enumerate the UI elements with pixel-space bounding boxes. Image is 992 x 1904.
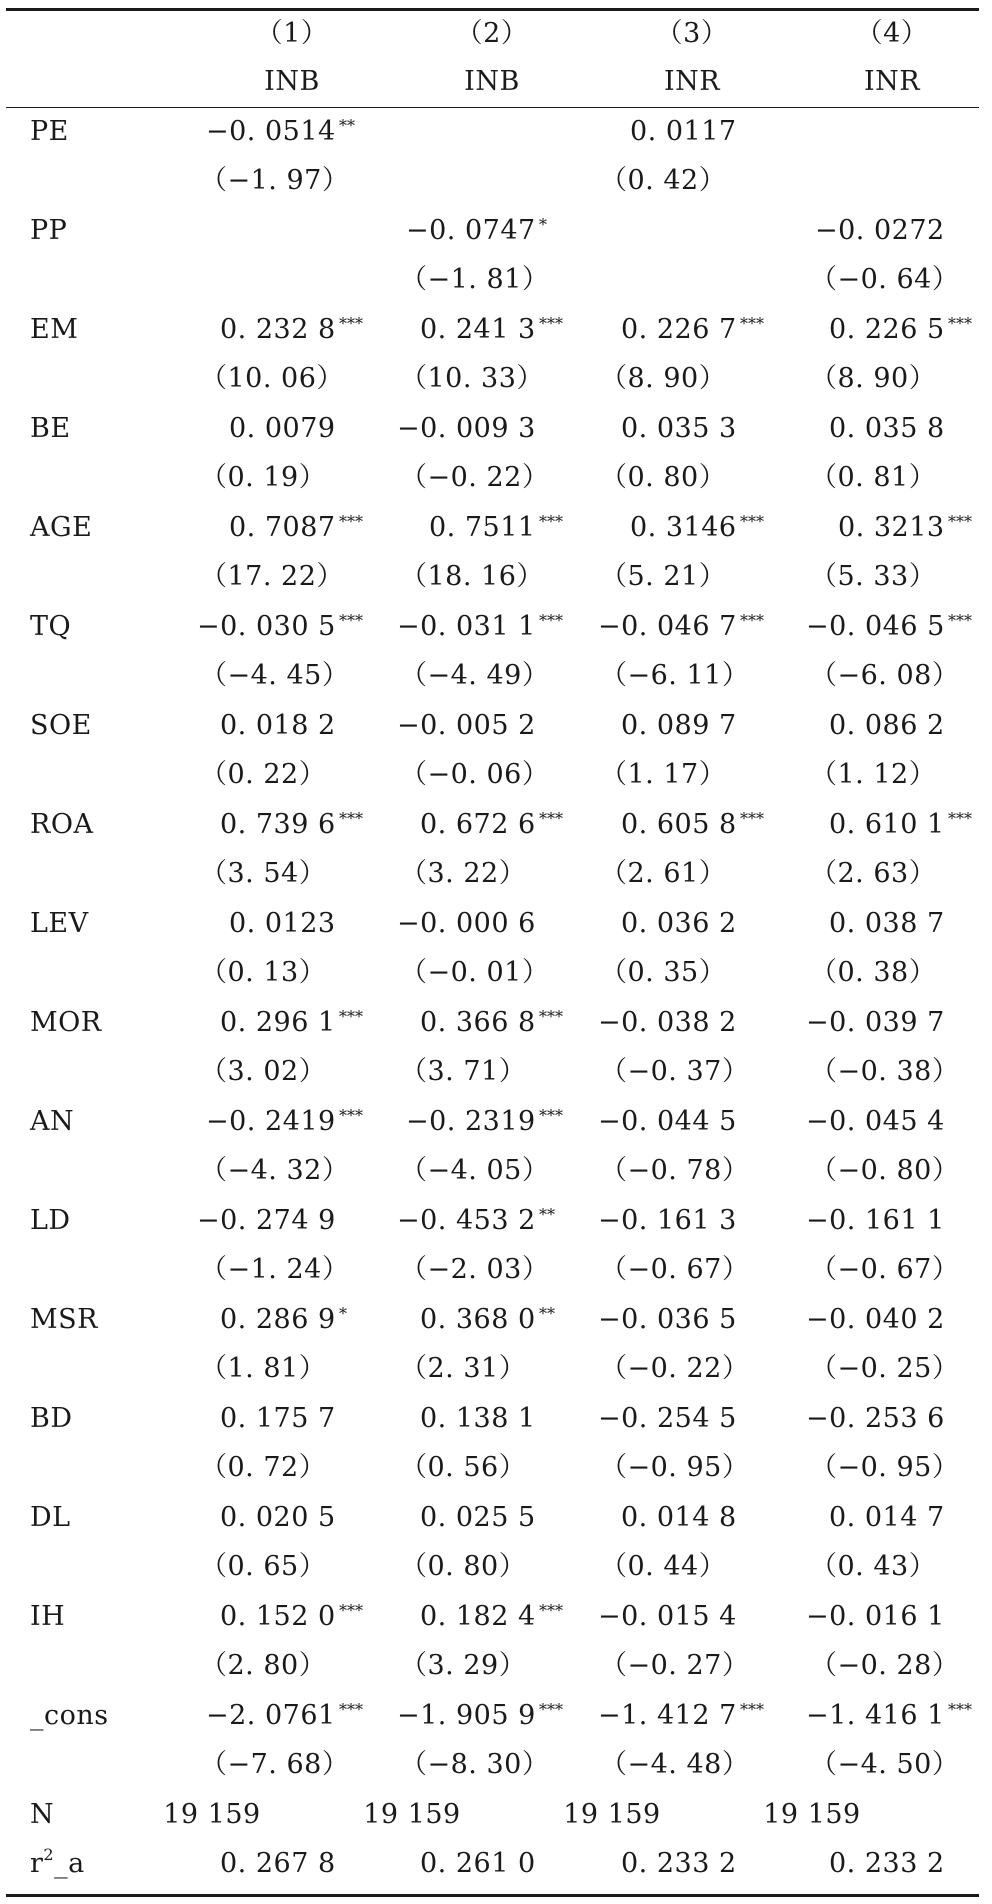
coefficient: −0. 046 5 (806, 611, 945, 642)
significance-stars: *** (539, 611, 563, 630)
t-statistic: （−0. 22） (600, 1353, 750, 1384)
adjusted-r-squared: 0. 233 2 (829, 1848, 945, 1879)
significance-stars: *** (740, 611, 764, 630)
t-statistic: （0. 44） (600, 1551, 727, 1582)
row-label: MOR (30, 1007, 102, 1038)
t-statistic: （0. 65） (200, 1551, 327, 1582)
column-number: （2） (455, 18, 529, 49)
t-statistic: （−0. 28） (810, 1650, 960, 1681)
t-statistic: （−1. 97） (200, 165, 350, 196)
coefficient: 0. 035 3 (621, 413, 737, 444)
coefficient: −0. 009 3 (397, 413, 536, 444)
coefficient: −0. 030 5 (197, 611, 336, 642)
adjusted-r-squared: 0. 261 0 (420, 1848, 536, 1879)
row-label: BE (30, 413, 71, 444)
significance-stars: *** (740, 314, 764, 333)
row-label: AGE (30, 512, 93, 543)
coefficient: −0. 0272 (815, 215, 945, 246)
t-statistic: （0. 81） (810, 462, 937, 493)
coefficient: −0. 040 2 (806, 1304, 945, 1335)
coefficient: 0. 014 7 (829, 1502, 945, 1533)
r2-label-base: r (30, 1848, 44, 1879)
table-bottom-rule (6, 1894, 979, 1897)
significance-stars: *** (539, 512, 563, 531)
t-statistic: （0. 35） (600, 957, 727, 988)
row-label: PP (30, 215, 68, 246)
significance-stars: *** (339, 1700, 363, 1719)
t-statistic: （−1. 24） (200, 1254, 350, 1285)
observation-count: 19 159 (163, 1799, 261, 1830)
t-statistic: （3. 22） (400, 858, 527, 889)
row-label: IH (30, 1601, 66, 1632)
coefficient: −0. 039 7 (806, 1007, 945, 1038)
t-statistic: （1. 81） (200, 1353, 327, 1384)
coefficient: 0. 175 7 (220, 1403, 336, 1434)
t-statistic: （−6. 08） (810, 660, 960, 691)
significance-stars: *** (339, 1007, 363, 1026)
coefficient: 0. 038 7 (829, 908, 945, 939)
coefficient: −0. 0514 (206, 116, 336, 147)
coefficient: −0. 254 5 (598, 1403, 737, 1434)
significance-stars: *** (339, 512, 363, 531)
coefficient: −0. 046 7 (598, 611, 737, 642)
t-statistic: （−0. 22） (400, 462, 550, 493)
r2-label (30, 1845, 85, 1880)
t-statistic: （0. 13） (200, 957, 327, 988)
coefficient: 0. 086 2 (829, 710, 945, 741)
significance-stars: *** (539, 1106, 563, 1125)
t-statistic: （−0. 37） (600, 1056, 750, 1087)
significance-stars: *** (339, 314, 363, 333)
significance-stars: * (339, 1304, 347, 1323)
significance-stars: *** (740, 512, 764, 531)
coefficient: −2. 0761 (206, 1700, 336, 1731)
significance-stars: *** (948, 314, 972, 333)
row-label: BD (30, 1403, 73, 1434)
observation-count: 19 159 (563, 1799, 661, 1830)
t-statistic: （1. 12） (810, 759, 937, 790)
t-statistic: （17. 22） (200, 561, 344, 592)
coefficient: 0. 025 5 (420, 1502, 536, 1533)
coefficient: 0. 3146 (630, 512, 737, 543)
t-statistic: （−4. 05） (400, 1155, 550, 1186)
t-statistic: （0. 80） (400, 1551, 527, 1582)
coefficient: −0. 031 1 (397, 611, 536, 642)
significance-stars: *** (948, 512, 972, 531)
coefficient: 0. 089 7 (621, 710, 737, 741)
coefficient: 0. 0079 (229, 413, 336, 444)
significance-stars: *** (339, 809, 363, 828)
column-number: （3） (655, 18, 729, 49)
t-statistic: （3. 02） (200, 1056, 327, 1087)
coefficient: −0. 161 1 (806, 1205, 945, 1236)
t-statistic: （0. 43） (810, 1551, 937, 1582)
coefficient: −0. 005 2 (397, 710, 536, 741)
t-statistic: （−4. 49） (400, 660, 550, 691)
t-statistic: （−0. 78） (600, 1155, 750, 1186)
t-statistic: （2. 63） (810, 858, 937, 889)
significance-stars: *** (740, 809, 764, 828)
significance-stars: *** (339, 1106, 363, 1125)
coefficient: 0. 3213 (838, 512, 945, 543)
column-number: （1） (255, 18, 329, 49)
coefficient: 0. 232 8 (220, 314, 336, 345)
coefficient: 0. 610 1 (829, 809, 945, 840)
significance-stars: *** (539, 1601, 563, 1620)
coefficient: −1. 412 7 (598, 1700, 737, 1731)
coefficient: 0. 7511 (429, 512, 536, 543)
coefficient: −0. 016 1 (806, 1601, 945, 1632)
observation-count: 19 159 (363, 1799, 461, 1830)
significance-stars: *** (539, 1700, 563, 1719)
significance-stars: ** (339, 116, 355, 135)
t-statistic: （−1. 81） (400, 264, 550, 295)
t-statistic: （−4. 45） (200, 660, 350, 691)
coefficient: −0. 2419 (206, 1106, 336, 1137)
t-statistic: （2. 80） (200, 1650, 327, 1681)
coefficient: 0. 605 8 (621, 809, 737, 840)
column-dependent-variable: INR (663, 66, 721, 97)
t-statistic: （−7. 68） (200, 1749, 350, 1780)
row-label: LEV (30, 908, 89, 939)
t-statistic: （−0. 06） (400, 759, 550, 790)
coefficient: 0. 226 5 (829, 314, 945, 345)
t-statistic: （1. 17） (600, 759, 727, 790)
r2-label-suffix: _a (54, 1848, 85, 1879)
row-label: LD (30, 1205, 71, 1236)
significance-stars: *** (339, 611, 363, 630)
significance-stars: *** (948, 611, 972, 630)
t-statistic: （−8. 30） (400, 1749, 550, 1780)
coefficient: 0. 296 1 (220, 1007, 336, 1038)
coefficient: −0. 015 4 (598, 1601, 737, 1632)
table-top-rule (6, 8, 979, 11)
coefficient: 0. 366 8 (420, 1007, 536, 1038)
n-label: N (30, 1799, 55, 1830)
significance-stars: ** (539, 1205, 555, 1224)
t-statistic: （0. 72） (200, 1452, 327, 1483)
adjusted-r-squared: 0. 267 8 (220, 1848, 336, 1879)
row-label: PE (30, 116, 69, 147)
coefficient: 0. 020 5 (220, 1502, 336, 1533)
row-label: SOE (30, 710, 92, 741)
t-statistic: （0. 22） (200, 759, 327, 790)
coefficient: −0. 253 6 (806, 1403, 945, 1434)
adjusted-r-squared: 0. 233 2 (621, 1848, 737, 1879)
significance-stars: *** (339, 1601, 363, 1620)
coefficient: −0. 036 5 (598, 1304, 737, 1335)
coefficient: −0. 038 2 (598, 1007, 737, 1038)
coefficient: −0. 000 6 (397, 908, 536, 939)
coefficient: 0. 035 8 (829, 413, 945, 444)
t-statistic: （−6. 11） (600, 660, 750, 691)
t-statistic: （−0. 25） (810, 1353, 960, 1384)
coefficient: 0. 7087 (229, 512, 336, 543)
coefficient: 0. 036 2 (621, 908, 737, 939)
t-statistic: （−0. 95） (600, 1452, 750, 1483)
t-statistic: （3. 71） (400, 1056, 527, 1087)
t-statistic: （−0. 38） (810, 1056, 960, 1087)
row-label: TQ (30, 611, 72, 642)
t-statistic: （0. 42） (600, 165, 727, 196)
t-statistic: （0. 56） (400, 1452, 527, 1483)
significance-stars: *** (948, 809, 972, 828)
row-label: MSR (30, 1304, 98, 1335)
t-statistic: （−0. 67） (600, 1254, 750, 1285)
significance-stars: *** (740, 1700, 764, 1719)
t-statistic: （8. 90） (600, 363, 727, 394)
coefficient: 0. 014 8 (621, 1502, 737, 1533)
coefficient: 0. 241 3 (420, 314, 536, 345)
coefficient: −0. 044 5 (598, 1106, 737, 1137)
t-statistic: （−0. 95） (810, 1452, 960, 1483)
coefficient: 0. 0117 (630, 116, 737, 147)
r2-label-exponent: 2 (43, 1845, 55, 1864)
t-statistic: （−0. 27） (600, 1650, 750, 1681)
column-dependent-variable: INR (863, 66, 921, 97)
t-statistic: （3. 54） (200, 858, 327, 889)
t-statistic: （−0. 64） (810, 264, 960, 295)
row-label: ROA (30, 809, 94, 840)
t-statistic: （10. 06） (200, 363, 344, 394)
coefficient: 0. 226 7 (621, 314, 737, 345)
t-statistic: （−4. 48） (600, 1749, 750, 1780)
coefficient: 0. 138 1 (420, 1403, 536, 1434)
header-bottom-rule (6, 107, 979, 108)
coefficient: 0. 182 4 (420, 1601, 536, 1632)
t-statistic: （−0. 01） (400, 957, 550, 988)
coefficient: −0. 274 9 (197, 1205, 336, 1236)
coefficient: −1. 416 1 (806, 1700, 945, 1731)
row-label: _cons (30, 1700, 109, 1731)
row-label: DL (30, 1502, 71, 1533)
coefficient: −0. 2319 (406, 1106, 536, 1137)
t-statistic: （5. 21） (600, 561, 727, 592)
t-statistic: （−2. 03） (400, 1254, 550, 1285)
coefficient: 0. 368 0 (420, 1304, 536, 1335)
significance-stars: *** (948, 1700, 972, 1719)
t-statistic: （0. 19） (200, 462, 327, 493)
coefficient: −0. 161 3 (598, 1205, 737, 1236)
significance-stars: * (539, 215, 547, 234)
coefficient: 0. 286 9 (220, 1304, 336, 1335)
coefficient: −0. 0747 (406, 215, 536, 246)
coefficient: −1. 905 9 (397, 1700, 536, 1731)
t-statistic: （−0. 80） (810, 1155, 960, 1186)
t-statistic: （18. 16） (400, 561, 544, 592)
t-statistic: （5. 33） (810, 561, 937, 592)
t-statistic: （8. 90） (810, 363, 937, 394)
column-number: （4） (855, 18, 929, 49)
t-statistic: （−4. 32） (200, 1155, 350, 1186)
significance-stars: *** (539, 1007, 563, 1026)
coefficient: 0. 152 0 (220, 1601, 336, 1632)
t-statistic: （0. 80） (600, 462, 727, 493)
observation-count: 19 159 (763, 1799, 861, 1830)
t-statistic: （2. 61） (600, 858, 727, 889)
coefficient: −0. 453 2 (397, 1205, 536, 1236)
t-statistic: （2. 31） (400, 1353, 527, 1384)
row-label: EM (30, 314, 79, 345)
column-dependent-variable: INB (264, 66, 320, 97)
column-dependent-variable: INB (464, 66, 520, 97)
t-statistic: （0. 38） (810, 957, 937, 988)
t-statistic: （10. 33） (400, 363, 544, 394)
row-label: AN (30, 1106, 75, 1137)
coefficient: −0. 045 4 (806, 1106, 945, 1137)
t-statistic: （3. 29） (400, 1650, 527, 1681)
coefficient: 0. 672 6 (420, 809, 536, 840)
significance-stars: *** (539, 809, 563, 828)
coefficient: 0. 739 6 (220, 809, 336, 840)
significance-stars: ** (539, 1304, 555, 1323)
significance-stars: *** (539, 314, 563, 333)
t-statistic: （−0. 67） (810, 1254, 960, 1285)
t-statistic: （−4. 50） (810, 1749, 960, 1780)
coefficient: 0. 0123 (229, 908, 336, 939)
coefficient: 0. 018 2 (220, 710, 336, 741)
